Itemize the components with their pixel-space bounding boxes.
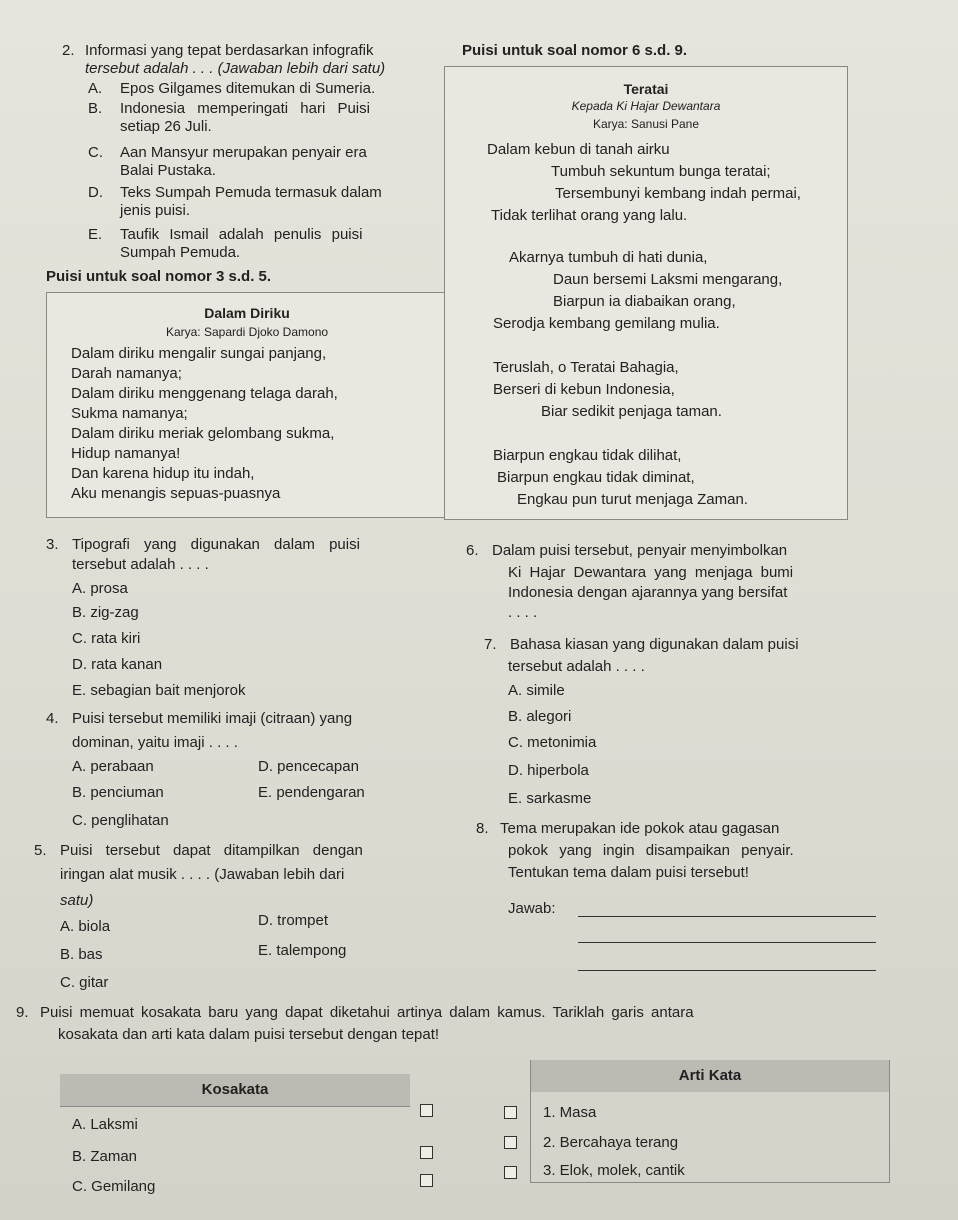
- meaning-table-header: Arti Kata: [531, 1060, 889, 1092]
- q9-stem-line1: Puisi memuat kosakata baru yang dapat diketahui artinya dalam kamus. Tariklah garis antara: [40, 1004, 694, 1021]
- q6-stem-line2: Ki Hajar Dewantara yang menjaga bumi: [508, 564, 794, 581]
- q5-option: C. gitar: [60, 974, 109, 991]
- q2-option-b-text-line1: Indonesia memperingati hari Puisi: [120, 100, 370, 117]
- poem2-line: Dalam kebun di tanah airku: [487, 141, 670, 158]
- poem1-line: Dalam diriku meriak gelombang sukma,: [71, 425, 335, 442]
- q2-option-d-text-line1: Teks Sumpah Pemuda termasuk dalam: [120, 184, 382, 201]
- q5-stem-line3: satu): [60, 892, 94, 909]
- meaning-checkbox-1[interactable]: [504, 1106, 517, 1119]
- q9-stem-line2: kosakata dan arti kata dalam puisi tersebut dengan tepat!: [58, 1026, 440, 1043]
- q4-option: D. pencecapan: [258, 758, 359, 775]
- poem1-title: Dalam Diriku: [204, 305, 290, 321]
- q5-option: B. bas: [60, 946, 103, 963]
- poem1-line: Dalam diriku menggenang telaga darah,: [71, 385, 338, 402]
- poem1-line: Darah namanya;: [71, 365, 182, 382]
- q2-option-b-text-line2: setiap 26 Juli.: [120, 118, 212, 135]
- q3-option: B. zig-zag: [72, 604, 139, 621]
- q2-number: 2.: [62, 42, 75, 59]
- q5-option: D. trompet: [258, 912, 329, 929]
- meaning-checkbox-2[interactable]: [504, 1136, 517, 1149]
- q6-stem-line1: Dalam puisi tersebut, penyair menyimbolkan: [492, 542, 788, 559]
- poem2-line: Biarpun engkau tidak dilihat,: [493, 447, 682, 464]
- q7-option: C. metonimia: [508, 734, 597, 751]
- vocab-item: C. Gemilang: [72, 1178, 156, 1195]
- q7-stem-line1: Bahasa kiasan yang digunakan dalam puisi: [510, 636, 799, 653]
- poem2-line: Daun bersemi Laksmi mengarang,: [553, 271, 783, 288]
- poem2-line: Biarpun engkau tidak diminat,: [497, 469, 695, 486]
- vocab-checkbox-c[interactable]: [420, 1174, 433, 1187]
- vocab-item: B. Zaman: [72, 1148, 138, 1165]
- poem2-box: [444, 66, 848, 520]
- q4-option: A. perabaan: [72, 758, 154, 775]
- poem1-line: Sukma namanya;: [71, 405, 188, 422]
- meaning-checkbox-3[interactable]: [504, 1166, 517, 1179]
- poem1-line: Dan karena hidup itu indah,: [71, 465, 255, 482]
- q6-stem-line4: . . . .: [508, 604, 538, 621]
- poem2-author: Karya: Sanusi Pane: [592, 117, 700, 131]
- poem2-title: Teratai: [623, 81, 669, 97]
- poem2-heading: Puisi untuk soal nomor 6 s.d. 9.: [462, 42, 688, 59]
- q4-stem-line1: Puisi tersebut memiliki imaji (citraan) yang: [72, 710, 353, 727]
- q8-stem-line2: pokok yang ingin disampaikan penyair.: [508, 842, 794, 859]
- q3-stem-line1: Tipografi yang digunakan dalam puisi: [72, 536, 360, 553]
- vocab-checkbox-a[interactable]: [420, 1104, 433, 1117]
- meaning-item: 1. Masa: [543, 1104, 597, 1121]
- poem1-line: Hidup namanya!: [71, 445, 181, 462]
- q3-option: D. rata kanan: [72, 656, 163, 673]
- poem2-line: Teruslah, o Teratai Bahagia,: [493, 359, 679, 376]
- q3-number: 3.: [46, 536, 59, 553]
- q2-option-e-text-line1: Taufik Ismail adalah penulis puisi: [120, 226, 363, 243]
- poem2-dedication: Kepada Ki Hajar Dewantara: [571, 99, 721, 113]
- q4-option: E. pendengaran: [258, 784, 365, 801]
- q2-option-e-text-line2: Sumpah Pemuda.: [120, 244, 241, 261]
- q7-option: B. alegori: [508, 708, 572, 725]
- poem1-author: Karya: Sapardi Djoko Damono: [165, 325, 329, 339]
- q2-option-e-letter: E.: [88, 226, 103, 243]
- q8-number: 8.: [476, 820, 489, 837]
- q8-answer-label: Jawab:: [508, 900, 556, 917]
- q5-option: A. biola: [60, 918, 111, 935]
- poem1-line: Aku menangis sepuas-puasnya: [71, 485, 281, 502]
- poem2-line: Berseri di kebun Indonesia,: [493, 381, 675, 398]
- q4-option: C. penglihatan: [72, 812, 169, 829]
- q5-stem-line2: iringan alat musik . . . . (Jawaban lebih dari: [60, 866, 345, 883]
- q3-option: A. prosa: [72, 580, 128, 597]
- q2-option-c-text-line1: Aan Mansyur merupakan penyair era: [120, 144, 367, 161]
- poem1-line: Dalam diriku mengalir sungai panjang,: [71, 345, 327, 362]
- q2-option-d-text-line2: jenis puisi.: [120, 202, 191, 219]
- poem2-line: Biarpun ia diabaikan orang,: [553, 293, 736, 310]
- q2-option-b-letter: B.: [88, 100, 103, 117]
- q7-option: A. simile: [508, 682, 565, 699]
- q6-stem-line3: Indonesia dengan ajarannya yang bersifat: [508, 584, 788, 601]
- q2-option-d-letter: D.: [88, 184, 103, 201]
- q5-number: 5.: [34, 842, 47, 859]
- q2-option-a-letter: A.: [88, 80, 103, 97]
- q7-option: E. sarkasme: [508, 790, 592, 807]
- q5-stem-line1: Puisi tersebut dapat ditampilkan dengan: [60, 842, 363, 859]
- q2-option-c-text-line2: Balai Pustaka.: [120, 162, 216, 179]
- poem2-line: Akarnya tumbuh di hati dunia,: [509, 249, 708, 266]
- q4-number: 4.: [46, 710, 59, 727]
- poem1-box: [46, 292, 448, 518]
- q4-stem-line2: dominan, yaitu imaji . . . .: [72, 734, 238, 751]
- q2-stem-line2: tersebut adalah . . . (Jawaban lebih dari satu): [85, 60, 386, 77]
- poem2-line: Engkau pun turut menjaga Zaman.: [517, 491, 748, 508]
- q8-stem-line1: Tema merupakan ide pokok atau gagasan: [500, 820, 780, 837]
- meaning-item: 2. Bercahaya terang: [543, 1134, 679, 1151]
- vocab-table-divider: [60, 1106, 410, 1107]
- q3-stem-line2: tersebut adalah . . . .: [72, 556, 209, 573]
- q2-option-a-text: Epos Gilgames ditemukan di Sumeria.: [120, 80, 376, 97]
- q8-answer-line[interactable]: [578, 916, 876, 917]
- q2-option-c-letter: C.: [88, 144, 103, 161]
- q7-number: 7.: [484, 636, 497, 653]
- vocab-item: A. Laksmi: [72, 1116, 138, 1133]
- q7-option: D. hiperbola: [508, 762, 589, 779]
- q8-answer-line[interactable]: [578, 942, 876, 943]
- q3-option: E. sebagian bait menjorok: [72, 682, 246, 699]
- q7-stem-line2: tersebut adalah . . . .: [508, 658, 645, 675]
- q8-stem-line3: Tentukan tema dalam puisi tersebut!: [508, 864, 749, 881]
- vocab-checkbox-b[interactable]: [420, 1146, 433, 1159]
- vocab-table-header: Kosakata: [60, 1074, 410, 1106]
- poem2-line: Tidak terlihat orang yang lalu.: [491, 207, 688, 224]
- q3-option: C. rata kiri: [72, 630, 141, 647]
- poem2-line: Tersembunyi kembang indah permai,: [555, 185, 801, 202]
- meaning-table: [530, 1060, 890, 1183]
- poem2-line: Biar sedikit penjaga taman.: [541, 403, 722, 420]
- meaning-item: 3. Elok, molek, cantik: [543, 1162, 685, 1179]
- poem1-heading: Puisi untuk soal nomor 3 s.d. 5.: [46, 268, 272, 285]
- poem2-line: Serodja kembang gemilang mulia.: [493, 315, 720, 332]
- q6-number: 6.: [466, 542, 479, 559]
- poem2-line: Tumbuh sekuntum bunga teratai;: [551, 163, 771, 180]
- q9-number: 9.: [16, 1004, 29, 1021]
- q4-option: B. penciuman: [72, 784, 164, 801]
- q8-answer-line[interactable]: [578, 970, 876, 971]
- q2-stem-line1: Informasi yang tepat berdasarkan infografik: [85, 42, 374, 59]
- q5-option: E. talempong: [258, 942, 347, 959]
